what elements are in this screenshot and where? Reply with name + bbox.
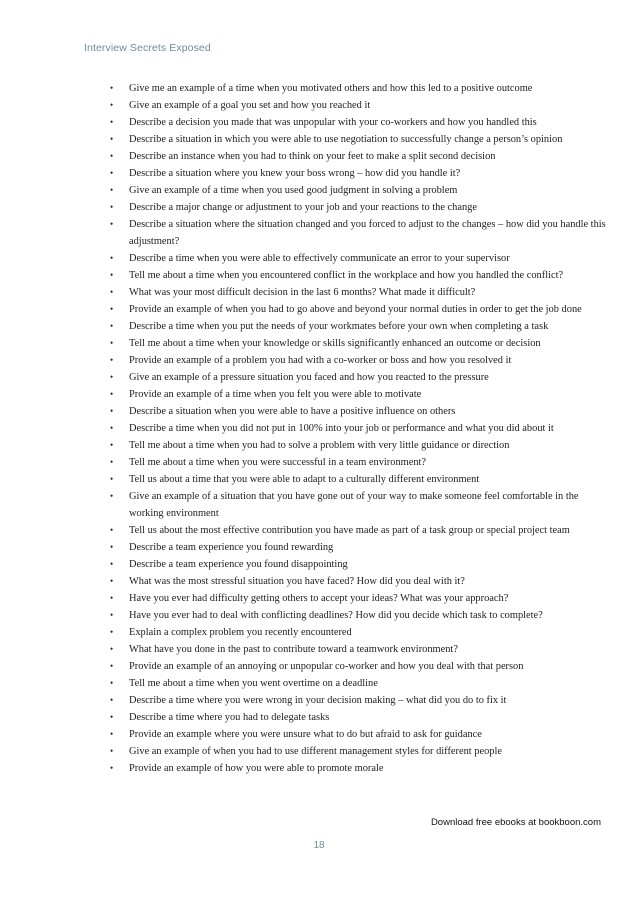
- question-item: [110, 539, 610, 556]
- question-item: [110, 114, 610, 131]
- bullet-icon: •: [110, 270, 114, 280]
- question-item: [110, 369, 610, 386]
- bullet-icon: •: [110, 644, 114, 654]
- bullet-icon: •: [110, 117, 114, 127]
- bullet-icon: •: [110, 202, 114, 212]
- question-item: [110, 590, 610, 607]
- question-item: [110, 199, 610, 216]
- question-text: Describe a time when you put the needs of your workmates before your own when completing a task: [129, 321, 549, 332]
- bullet-icon: •: [110, 134, 114, 144]
- bullet-icon: •: [110, 83, 114, 93]
- question-item: [110, 284, 610, 301]
- question-text: Provide an example where you were unsure what to do but afraid to ask for guidance: [129, 729, 482, 740]
- bullet-icon: •: [110, 627, 114, 637]
- question-text: What was the most stressful situation you have faced? How did you deal with it?: [129, 576, 465, 587]
- question-text: Give an example of a time when you used good judgment in solving a problem: [129, 185, 458, 196]
- bullet-icon: •: [110, 253, 114, 263]
- question-text: Provide an example of a problem you had with a co-worker or boss and how you resolved it: [129, 355, 512, 366]
- question-item: [110, 522, 610, 539]
- question-item: [110, 301, 610, 318]
- bullet-icon: •: [110, 763, 114, 773]
- question-text: Tell me about a time when you encountered conflict in the workplace and how you handled the conflict?: [129, 270, 564, 281]
- bullet-icon: •: [110, 440, 114, 450]
- bullet-icon: •: [110, 423, 114, 433]
- question-item: [110, 454, 610, 471]
- question-item: [110, 658, 610, 675]
- question-item: [110, 675, 610, 692]
- question-item: [110, 624, 610, 641]
- question-item: [110, 148, 610, 165]
- question-item: [110, 216, 610, 250]
- question-item: [110, 641, 610, 658]
- bullet-icon: •: [110, 610, 114, 620]
- question-text: Give an example of a pressure situation you faced and how you reacted to the pressure: [129, 372, 489, 383]
- question-text: Explain a complex problem you recently encountered: [129, 627, 352, 638]
- question-text: What have you done in the past to contribute toward a teamwork environment?: [129, 644, 458, 655]
- question-text: Have you ever had difficulty getting others to accept your ideas? What was your approach?: [129, 593, 509, 604]
- question-text: Tell us about the most effective contribution you have made as part of a task group or special project team: [129, 525, 570, 536]
- interview-question-list: [110, 80, 610, 777]
- running-header: Interview Secrets Exposed: [84, 42, 211, 54]
- question-text: Provide an example of an annoying or unpopular co-worker and how you deal with that person: [129, 661, 524, 672]
- bullet-icon: •: [110, 151, 114, 161]
- bullet-icon: •: [110, 593, 114, 603]
- question-text: Tell me about a time when you went overtime on a deadline: [129, 678, 378, 689]
- bullet-icon: •: [110, 678, 114, 688]
- question-text: Describe a time when you did not put in 100% into your job or performance and what you did about it: [129, 423, 554, 434]
- question-item: [110, 743, 610, 760]
- question-item: [110, 607, 610, 624]
- question-text: Give me an example of a time when you motivated others and how this led to a positive outcome: [129, 83, 533, 94]
- question-item: [110, 760, 610, 777]
- question-text: Give an example of a goal you set and how you reached it: [129, 100, 371, 111]
- bullet-icon: •: [110, 287, 114, 297]
- bookboon-download-link[interactable]: Download free ebooks at bookboon.com: [430, 817, 601, 828]
- bullet-icon: •: [110, 491, 114, 501]
- bullet-icon: •: [110, 474, 114, 484]
- question-text: Tell me about a time when you had to solve a problem with very little guidance or direction: [129, 440, 510, 451]
- question-item: [110, 556, 610, 573]
- question-item: [110, 131, 610, 148]
- question-item: [110, 80, 610, 97]
- bullet-icon: •: [110, 100, 114, 110]
- question-text: Describe a situation where you knew your boss wrong – how did you handle it?: [129, 168, 461, 179]
- bullet-icon: •: [110, 219, 114, 229]
- question-text: Describe a situation where the situation changed and you forced to adjust to the changes – how did you handle this adjustment?: [129, 219, 606, 247]
- question-item: [110, 165, 610, 182]
- question-text: Describe a situation in which you were able to use negotiation to successfully change a person’s opinion: [129, 134, 563, 145]
- bullet-icon: •: [110, 389, 114, 399]
- question-item: [110, 335, 610, 352]
- page-number: 18: [313, 840, 325, 851]
- question-item: [110, 267, 610, 284]
- question-text: Have you ever had to deal with conflicting deadlines? How did you decide which task to complete?: [129, 610, 543, 621]
- question-item: [110, 250, 610, 267]
- bullet-icon: •: [110, 661, 114, 671]
- question-text: Describe an instance when you had to think on your feet to make a split second decision: [129, 151, 496, 162]
- bullet-icon: •: [110, 729, 114, 739]
- question-text: Provide an example of when you had to go above and beyond your normal duties in order to get the job done: [129, 304, 582, 315]
- question-item: [110, 182, 610, 199]
- question-text: Tell me about a time when you were successful in a team environment?: [129, 457, 427, 468]
- question-item: [110, 709, 610, 726]
- question-text: Describe a major change or adjustment to your job and your reactions to the change: [129, 202, 477, 213]
- question-text: Tell us about a time that you were able to adapt to a culturally different environment: [129, 474, 480, 485]
- question-text: Provide an example of how you were able to promote morale: [129, 763, 384, 774]
- question-item: [110, 726, 610, 743]
- bullet-icon: •: [110, 355, 114, 365]
- question-item: [110, 403, 610, 420]
- bullet-icon: •: [110, 695, 114, 705]
- bullet-icon: •: [110, 542, 114, 552]
- question-text: Give an example of a situation that you have gone out of your way to make someone feel comfortable in the working environment: [129, 491, 579, 519]
- question-item: [110, 573, 610, 590]
- bullet-icon: •: [110, 304, 114, 314]
- bullet-icon: •: [110, 321, 114, 331]
- question-item: [110, 471, 610, 488]
- question-item: [110, 318, 610, 335]
- question-item: [110, 97, 610, 114]
- bullet-icon: •: [110, 185, 114, 195]
- question-item: [110, 352, 610, 369]
- question-item: [110, 488, 610, 522]
- question-text: Provide an example of a time when you felt you were able to motivate: [129, 389, 422, 400]
- question-text: Describe a team experience you found disappointing: [129, 559, 348, 570]
- question-text: Describe a situation when you were able to have a positive influence on others: [129, 406, 456, 417]
- question-text: Describe a time where you had to delegate tasks: [129, 712, 330, 723]
- bullet-icon: •: [110, 525, 114, 535]
- question-text: Describe a time when you were able to effectively communicate an error to your supervisor: [129, 253, 510, 264]
- bullet-icon: •: [110, 338, 114, 348]
- question-item: [110, 437, 610, 454]
- bullet-icon: •: [110, 712, 114, 722]
- question-item: [110, 386, 610, 403]
- question-text: Describe a decision you made that was unpopular with your co-workers and how you handled this: [129, 117, 537, 128]
- question-item: [110, 692, 610, 709]
- bullet-icon: •: [110, 457, 114, 467]
- bullet-icon: •: [110, 168, 114, 178]
- question-text: Describe a team experience you found rewarding: [129, 542, 334, 553]
- question-text: Tell me about a time when your knowledge or skills significantly enhanced an outcome or decision: [129, 338, 541, 349]
- bullet-icon: •: [110, 576, 114, 586]
- bullet-icon: •: [110, 406, 114, 416]
- question-text: Give an example of when you had to use different management styles for different people: [129, 746, 502, 757]
- bullet-icon: •: [110, 559, 114, 569]
- bullet-icon: •: [110, 372, 114, 382]
- question-text: What was your most difficult decision in the last 6 months? What made it difficult?: [129, 287, 476, 298]
- question-text: Describe a time where you were wrong in your decision making – what did you do to fix it: [129, 695, 507, 706]
- bullet-icon: •: [110, 746, 114, 756]
- question-item: [110, 420, 610, 437]
